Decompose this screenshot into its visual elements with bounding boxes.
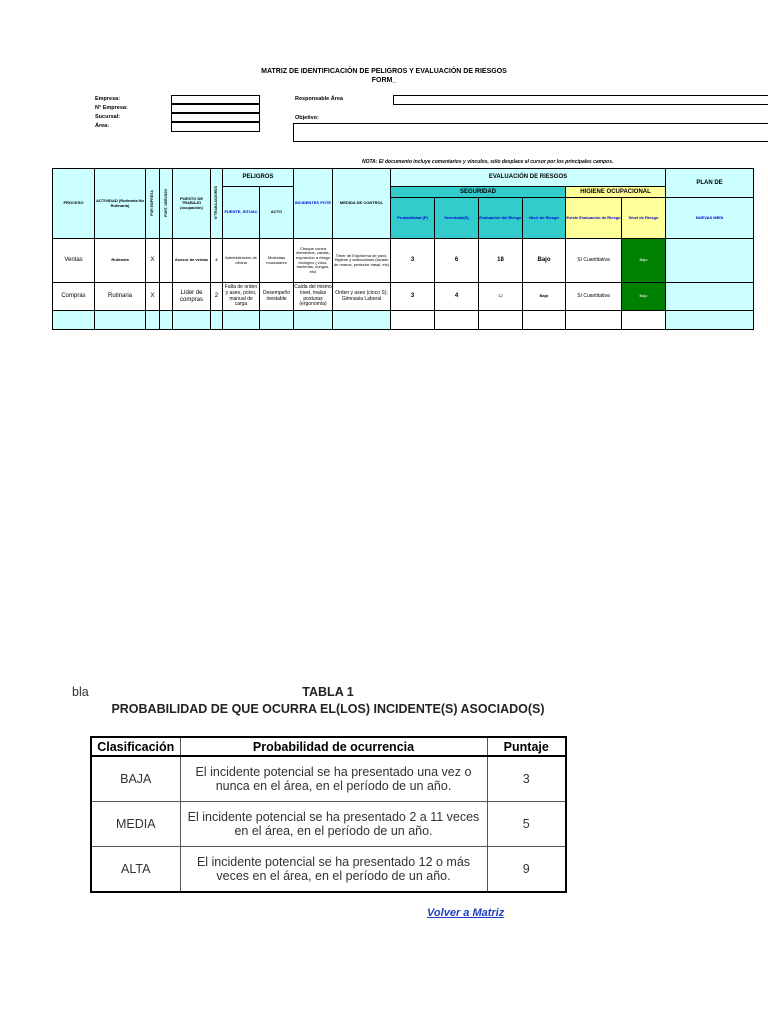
cell-proceso: Compras (53, 283, 95, 311)
header-probabilidad: Probabilidad (P) (391, 198, 435, 239)
cell-nivel-riesgo: Bajo (523, 239, 566, 283)
cell-por-servicio (160, 239, 173, 283)
cell-por-servicio (160, 283, 173, 311)
header-medida: MEDIDA DE CONTROL (333, 169, 391, 239)
header-por-empresa: POR EMPRESA (150, 189, 155, 216)
sucursal-field[interactable] (171, 113, 260, 122)
cell-severidad: 6 (435, 239, 479, 283)
cell-nivel-riesgo-h: Bajo (622, 283, 666, 311)
header-nivel-riesgo-h: Nivel de Riesgo (622, 198, 666, 239)
cell-eval-riesgo: 12 (479, 283, 523, 311)
tabla1-subtitle: PROBABILIDAD DE QUE OCURRA EL(LOS) INCIDENTE(S) ASOCIADO(S) (111, 702, 545, 716)
puntaje-cell: 9 (487, 847, 566, 893)
cell-severidad: 4 (435, 283, 479, 311)
num-empresa-label: N° Empresa: (95, 105, 128, 111)
header-plan: PLAN DE (666, 169, 754, 198)
header-actividad: ACTIVIDAD (Rutinaria No Rutinaria) (95, 169, 146, 239)
objetivo-field[interactable] (293, 123, 768, 142)
cell-incidente: Choque contra elementos, caídas, exposición a riesgo biológico ( virus, bacterias, hongos, etc) (294, 239, 333, 283)
descripcion-cell: El incidente potencial se ha presentado una vez o nunca en el área, en el período de un año. (180, 756, 487, 802)
volver-matriz-link[interactable]: Volver a Matriz (427, 907, 505, 919)
cell-nivel-riesgo: Bajo (523, 283, 566, 311)
header-existe-eval: Existe Evaluación de Riesgo (566, 198, 622, 239)
table-row (91, 847, 566, 893)
cell-probabilidad: 3 (391, 239, 435, 283)
nota-text: NOTA: El documento incluye comentarios y vínculos, sólo desplace el cursor por los principales campos. (362, 159, 614, 165)
puntaje-cell: 3 (487, 756, 566, 802)
header-severidad: Severidad(S) (435, 198, 479, 239)
header-por-servicio: PORT. SERVICIO (163, 188, 168, 217)
header-incidentes: INCIDENTES POTE (294, 169, 333, 239)
cell-eval-riesgo: 18 (479, 239, 523, 283)
col-probabilidad: Probabilidad de ocurrencia (180, 737, 487, 756)
puntaje-cell: 5 (487, 802, 566, 847)
col-clasificacion: Clasificación (91, 737, 180, 756)
clasificacion-cell: BAJA (91, 756, 180, 802)
header-peligros: PELIGROS (223, 169, 294, 187)
cell-acto: Desempeño inestable (260, 283, 294, 311)
empresa-label: Empresa: (95, 96, 121, 102)
probabilidad-table (90, 736, 567, 893)
area-label: Área: (95, 123, 110, 129)
cell-actividad: Rutinaria (95, 239, 146, 283)
cell-nivel-riesgo-h: Bajo (622, 239, 666, 283)
cell-nuevas (666, 239, 754, 283)
cell-medida: Timer de Ergoforma de pavó, Higiene y autocuidado (lavado de manos, protector nasal, etc) (333, 239, 391, 283)
header-nuevas: NUEVAS MEDI (666, 198, 754, 239)
cell-existe-eval: Sí Cuantitativa (566, 239, 622, 283)
form-code: FORM_ (371, 77, 397, 84)
header-nivel-riesgo: Nivel de Riesgo (523, 198, 566, 239)
responsable-label: Responsable Área (295, 96, 343, 102)
clasificacion-cell: ALTA (91, 847, 180, 893)
risk-matrix-table (52, 168, 754, 330)
cell-por-empresa: X (146, 283, 160, 311)
header-evaluacion: EVALUACIÓN DE RIESGOS (391, 169, 666, 187)
header-n-trabajadores: N°TRABAJADORES (214, 186, 219, 220)
descripcion-cell: El incidente potencial se ha presentado 2 a 11 veces en el área, en el período de un año. (180, 802, 487, 847)
tabla1-title: TABLA 1 (302, 685, 354, 699)
cell-fuente: Administración de oficina (223, 239, 260, 283)
cell-acto: Molestias musculares (260, 239, 294, 283)
cell-fuente: Falta de orden y aseo, polvo, manual de carga (223, 283, 260, 311)
cell-actividad: Rutinaria (95, 283, 146, 311)
cell-por-empresa: X (146, 239, 160, 283)
responsable-field[interactable] (393, 95, 768, 105)
header-fuente: FUENTE, SITUAC (223, 187, 260, 239)
cell-incidente: Caída del mismo nivel, malas posturas (ergonomía) (294, 283, 333, 311)
table-row (53, 283, 754, 311)
header-higiene: HIGIENE OCUPACIONAL (566, 187, 666, 198)
cell-nuevas (666, 283, 754, 311)
table-row (53, 311, 754, 330)
descripcion-cell: El incidente potencial se ha presentado 12 o más veces en el área, en el período de un año. (180, 847, 487, 893)
header-acto: ACTO (260, 187, 294, 239)
cell-n-trab: 2 (211, 283, 223, 311)
header-seguridad: SEGURIDAD (391, 187, 566, 198)
matrix-title: MATRIZ DE IDENTIFICACIÓN DE PELIGROS Y EVALUACIÓN DE RIESGOS (261, 68, 507, 75)
clasificacion-cell: MEDIA (91, 802, 180, 847)
col-puntaje: Puntaje (487, 737, 566, 756)
cell-puesto: Líder de compras (173, 283, 211, 311)
header-proceso: PROCESO (53, 169, 95, 239)
tabla-prefix: bla (72, 685, 89, 699)
empresa-field[interactable] (171, 95, 260, 104)
table-row (91, 802, 566, 847)
sucursal-label: Sucursal: (95, 114, 121, 120)
cell-puesto: Asesor de ventas (173, 239, 211, 283)
objetivo-label: Objetivo: (295, 115, 319, 121)
header-puesto: PUESTO DE TRABAJO (ocupación) (173, 169, 211, 239)
table-row (91, 756, 566, 802)
num-empresa-field[interactable] (171, 104, 260, 113)
cell-probabilidad: 3 (391, 283, 435, 311)
cell-medida: Orden y aseo (cinco S); Gimnasia Laboral (333, 283, 391, 311)
table-row (53, 239, 754, 283)
cell-n-trab: 2 (211, 239, 223, 283)
cell-existe-eval: Sí Cuantitativa (566, 283, 622, 311)
area-field[interactable] (171, 122, 260, 132)
cell-proceso: Ventas (53, 239, 95, 283)
header-eval-riesgo: Evaluación del Riesgo (479, 198, 523, 239)
